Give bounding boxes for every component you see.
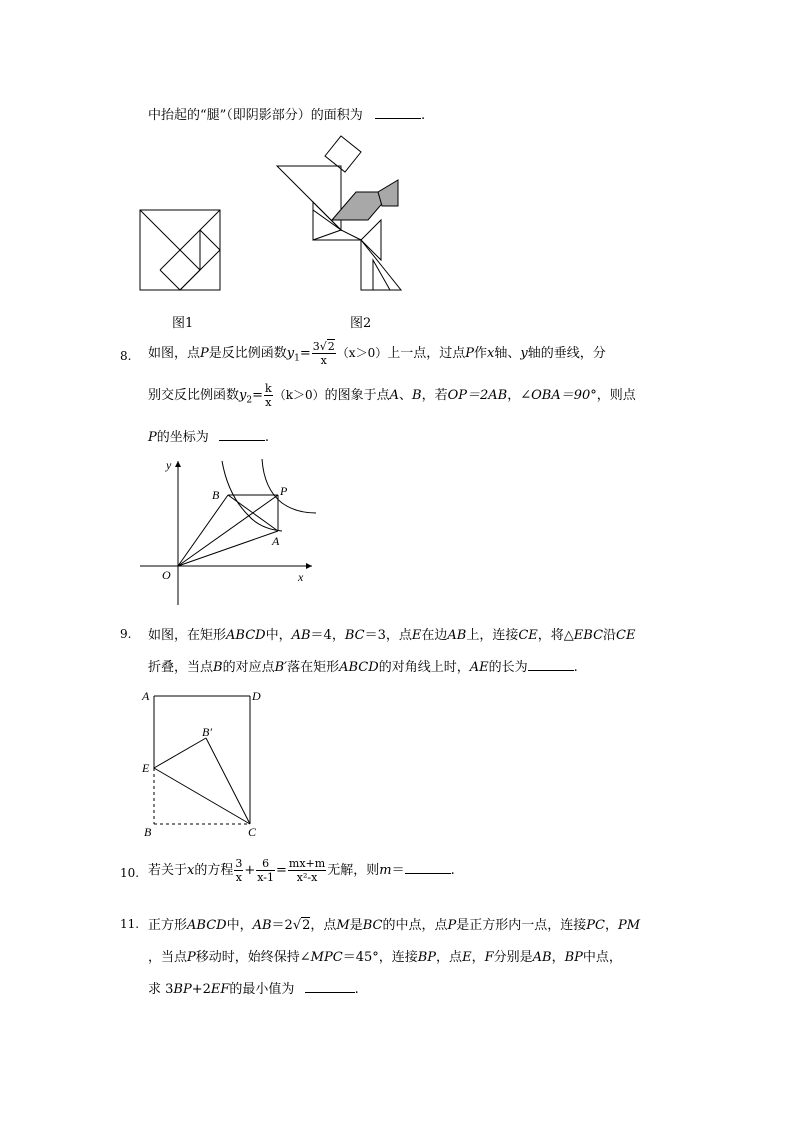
label-E: E xyxy=(142,761,150,775)
answer-blank[interactable] xyxy=(305,992,355,993)
answer-blank[interactable] xyxy=(405,873,451,874)
label-D: D xyxy=(252,689,261,703)
label-A: A xyxy=(142,689,150,703)
q11-line-2: ，当点P移动时，始终保持∠MPC＝45°，连接BP，点E，F分别是AB，BP中点， xyxy=(148,950,622,965)
fraction: $\frac{3√2}{x}$ xyxy=(312,340,335,367)
fraction: $\frac{6}{x-1}$ xyxy=(257,857,275,884)
fraction: $\frac{k}{x}$ xyxy=(265,382,272,409)
label-Bp: B′ xyxy=(202,725,212,739)
label-C: C xyxy=(248,825,257,838)
q8-line-1: 如图，点P是反比例函数$y_1=$ $\frac{3√2}{x}$ （x＞0）上一点，过点P作x轴、y轴的垂线，分 xyxy=(148,340,606,367)
head-square xyxy=(325,136,361,172)
tangram-figure-2 xyxy=(272,132,404,294)
fig1-caption: 图1 xyxy=(172,316,194,331)
body-triangle xyxy=(313,202,341,240)
curve-y1 xyxy=(262,459,316,513)
fraction: $\frac{3}{x}$ xyxy=(235,857,243,884)
question-number: 9. xyxy=(120,627,132,641)
curve-y2 xyxy=(222,461,282,531)
tangram-line xyxy=(160,270,180,290)
fig2-caption: 图2 xyxy=(350,316,372,331)
q9-rectangle-figure xyxy=(138,686,268,838)
tail-triangle xyxy=(361,220,381,260)
foot-triangle xyxy=(373,260,390,290)
segment-OA xyxy=(178,531,278,566)
q7-text-line: 中抬起的“腿”（即阴影部分）的面积为 . xyxy=(148,108,426,123)
answer-blank[interactable] xyxy=(219,440,265,441)
tangram-line xyxy=(160,210,220,270)
answer-blank[interactable] xyxy=(375,118,421,119)
tangram-line xyxy=(140,210,200,270)
label-B: B xyxy=(144,825,152,838)
fraction: $\frac{mx+m}{\text{x²-x}}$ xyxy=(288,857,326,884)
label-O: O xyxy=(162,568,171,582)
q8-coordinate-figure xyxy=(136,455,320,607)
label-x: x xyxy=(298,570,304,584)
q11-line-1: 正方形ABCD中，AB＝2√2，点M是BC的中点，点P是正方形内一点，连接PC，PM xyxy=(148,918,641,933)
question-number: 10. xyxy=(120,866,140,880)
tangram-line xyxy=(200,230,220,250)
q7-text: 中抬起的“腿”（即阴影部分）的面积为 xyxy=(148,108,363,123)
q10-line: 若关于x的方程 $\frac{3}{x}$ + $\frac{6}{x-1}$ = $\frac{mx+m}{\text{x²-x}}$ 无解，则m＝ . xyxy=(148,857,455,884)
q9-line-1: 如图，在矩形ABCD中，AB＝4，BC＝3，点E在边AB上，连接CE，将△EBC沿CE xyxy=(148,628,636,643)
label-P: P xyxy=(280,484,288,498)
q9-line-2: 折叠，当点B的对应点B′落在矩形ABCD的对角线上时，AE的长为 . xyxy=(148,660,578,675)
answer-blank[interactable] xyxy=(528,670,574,671)
tangram-figure-1 xyxy=(138,208,224,294)
label-A: A xyxy=(272,534,280,548)
q8-line-3: P的坐标为 . xyxy=(148,430,270,445)
segment-OP xyxy=(178,495,278,566)
q8-line-2: 别交反比例函数$y_2=$ $\frac{k}{x}$ （k＞0）的图象于点A、B，若OP＝2AB，∠OBA＝90°，则点 xyxy=(148,382,636,409)
label-y: y xyxy=(166,458,172,472)
question-number: 11. xyxy=(120,917,140,931)
segment-OB xyxy=(178,495,228,566)
label-B: B xyxy=(212,488,220,502)
shaded-leg-triangle xyxy=(378,180,398,206)
segment-EBp xyxy=(154,738,206,768)
q11-line-3: 求 3BP+2EF的最小值为 . xyxy=(148,982,359,997)
question-number: 8. xyxy=(120,349,132,363)
